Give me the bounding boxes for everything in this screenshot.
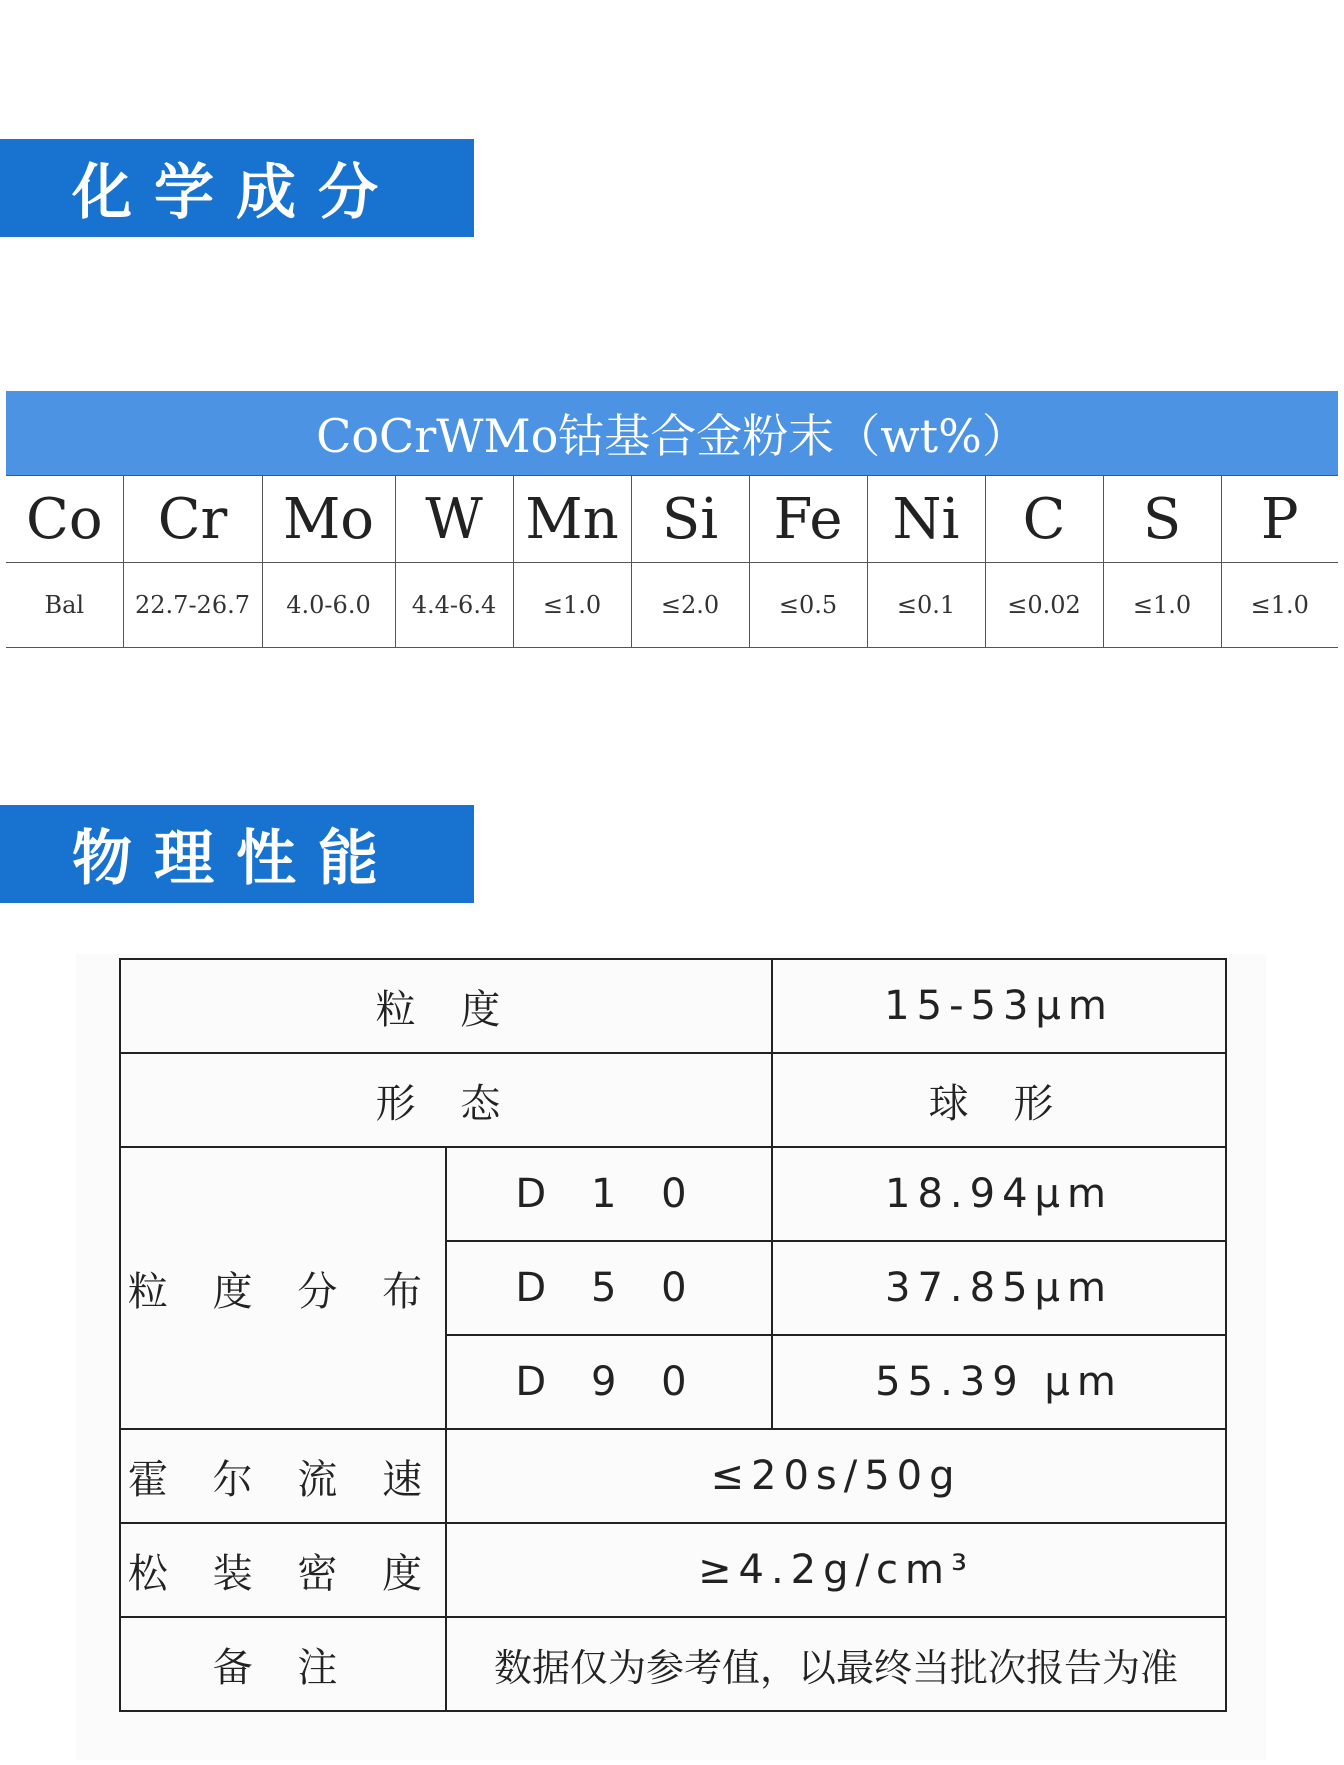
- table-row: [120, 1617, 1226, 1711]
- element-cell: Mn: [513, 476, 631, 563]
- d90-value: 55.39 μm: [772, 1335, 1226, 1429]
- chemical-composition-header: [0, 139, 474, 237]
- value-cell: ≤0.1: [867, 563, 985, 648]
- element-cell: Mo: [262, 476, 395, 563]
- value-row: [6, 563, 1338, 648]
- remark-label: 备 注: [120, 1617, 446, 1711]
- d90-label: D 9 0: [446, 1335, 772, 1429]
- particle-size-label: 粒 度: [120, 959, 772, 1053]
- value-cell: ≤1.0: [1221, 563, 1338, 648]
- element-cell: S: [1103, 476, 1221, 563]
- element-cell: Si: [631, 476, 749, 563]
- physical-properties-title: 物理性能: [72, 824, 400, 894]
- element-cell: C: [985, 476, 1103, 563]
- value-cell: ≤0.5: [749, 563, 867, 648]
- particle-size-value: 15-53μm: [772, 959, 1226, 1053]
- physical-properties-table: [119, 958, 1227, 1712]
- d10-value: 18.94μm: [772, 1147, 1226, 1241]
- value-cell: Bal: [6, 563, 123, 648]
- value-cell: 22.7-26.7: [123, 563, 262, 648]
- hall-flow-label: 霍 尔 流 速: [120, 1429, 446, 1523]
- chemical-composition-table: [6, 391, 1338, 648]
- chem-table-title: CoCrWMo钴基合金粉末（wt%）: [6, 391, 1338, 476]
- table-row: [120, 1523, 1226, 1617]
- table-row: [120, 1147, 1226, 1241]
- value-cell: ≤1.0: [513, 563, 631, 648]
- morphology-value: 球 形: [772, 1053, 1226, 1147]
- element-cell: P: [1221, 476, 1338, 563]
- value-cell: ≤1.0: [1103, 563, 1221, 648]
- density-value: ≥4.2g/cm³: [446, 1523, 1226, 1617]
- value-cell: 4.4-6.4: [395, 563, 513, 648]
- d50-label: D 5 0: [446, 1241, 772, 1335]
- element-cell: Fe: [749, 476, 867, 563]
- distribution-label: 粒 度 分 布: [120, 1147, 446, 1429]
- element-cell: Ni: [867, 476, 985, 563]
- d50-value: 37.85μm: [772, 1241, 1226, 1335]
- remark-value: 数据仅为参考值，以最终当批次报告为准: [446, 1617, 1226, 1711]
- value-cell: ≤2.0: [631, 563, 749, 648]
- table-row: [120, 1053, 1226, 1147]
- element-cell: W: [395, 476, 513, 563]
- table-row: [120, 959, 1226, 1053]
- element-row: [6, 476, 1338, 563]
- element-cell: Co: [6, 476, 123, 563]
- hall-flow-value: ≤20s/50g: [446, 1429, 1226, 1523]
- table-row: [120, 1429, 1226, 1523]
- chemical-composition-title: 化学成分: [72, 158, 400, 228]
- element-cell: Cr: [123, 476, 262, 563]
- morphology-label: 形 态: [120, 1053, 772, 1147]
- d10-label: D 1 0: [446, 1147, 772, 1241]
- value-cell: ≤0.02: [985, 563, 1103, 648]
- value-cell: 4.0-6.0: [262, 563, 395, 648]
- physical-properties-header: [0, 805, 474, 903]
- density-label: 松 装 密 度: [120, 1523, 446, 1617]
